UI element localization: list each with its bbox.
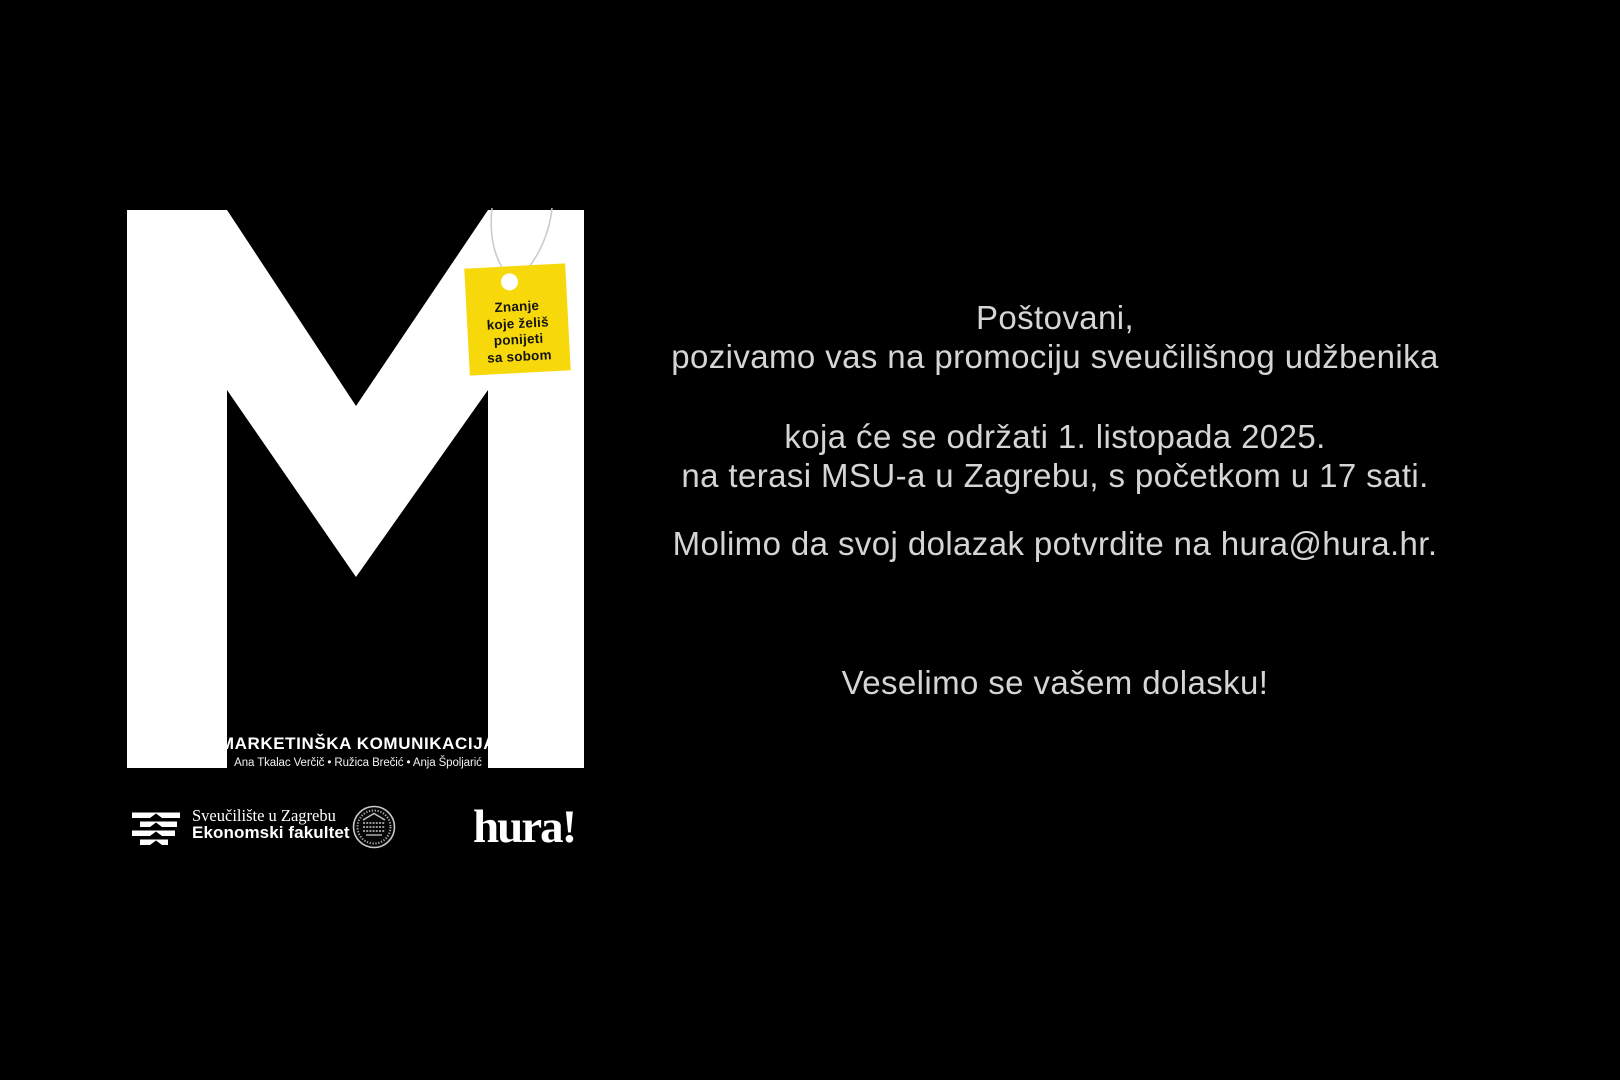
- tag-hole: [501, 273, 519, 291]
- tag-line: koje želiš: [486, 313, 550, 333]
- tag-line: Znanje: [494, 297, 540, 316]
- tag-text: [466, 296, 570, 367]
- tag-line: sa sobom: [486, 346, 553, 366]
- university-name: Sveučilište u Zagrebu: [192, 806, 336, 825]
- knowledge-tag: [464, 263, 570, 375]
- university-seal-icon: [354, 807, 395, 848]
- venue-line: na terasi MSU-a u Zagrebu, s početkom u 17 sati.: [681, 457, 1429, 494]
- date-line: koja će se održati 1. listopada 2025.: [784, 418, 1326, 455]
- intro-line: pozivamo vas na promociju sveučilišnog udžbenika: [671, 338, 1439, 375]
- faculty-name: Ekonomski fakultet: [192, 823, 350, 842]
- tag-line: ponijeti: [493, 330, 544, 349]
- closing-line: Veselimo se vašem dolasku!: [841, 664, 1269, 701]
- book-title: MARKETINŠKA KOMUNIKACIJA: [219, 734, 497, 753]
- rsvp-line: Molimo da svoj dolazak potvrdite na hura@hura.hr.: [672, 525, 1438, 562]
- faculty-logo-icon: [132, 813, 180, 846]
- book-authors: Ana Tkalac Verčič • Ružica Brečić • Anja Špoljarić: [234, 757, 482, 769]
- salutation-line: Poštovani,: [975, 299, 1135, 336]
- hura-logo: hura!: [473, 801, 576, 853]
